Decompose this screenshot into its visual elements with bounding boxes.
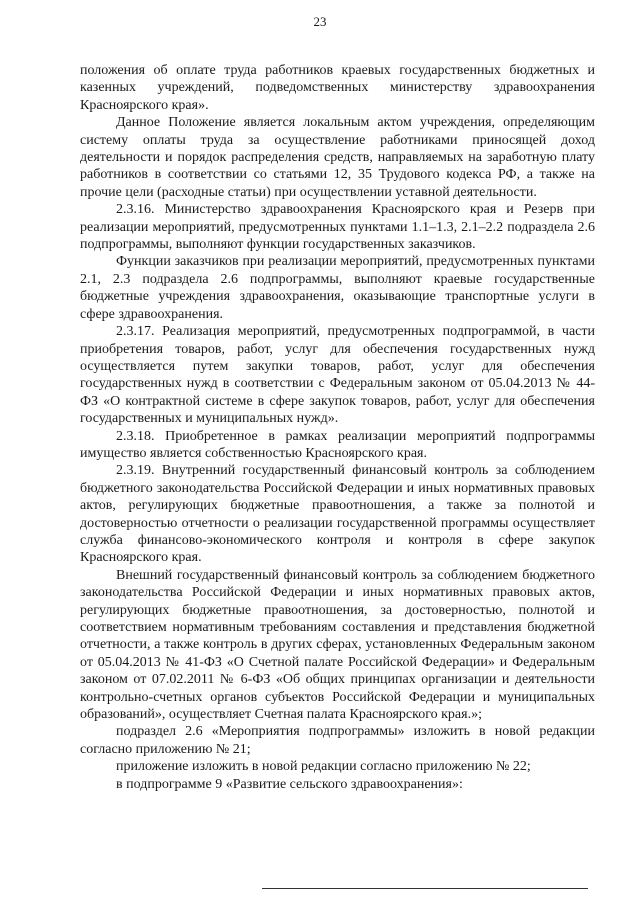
paragraph-2-3-19: 2.3.19. Внутренний государственный финансовый контроль за соблюдением бюджетного законодательства Российской Федерации и иных нормативных правовых актов, регулирующих бюджетные правоотношения, а также за полнотой и достоверностью отчетности о реализации государственной программы осуществляет служба финансово-экономического контроля и контроля в сфере закупок Красноярского края. xyxy=(80,463,595,566)
paragraph-local-act: Данное Положение является локальным актом учреждения, определяющим систему оплаты труда за осуществление работниками приносящей доход деятельности и порядок распределения средств, направляемых на заработную плату работников в соответствии со статьями 12, 35 Трудового кодекса РФ, а также на прочие цели (расходные статьи) при осуществлении уставной деятельности. xyxy=(80,115,595,200)
paragraph-external-control: Внешний государственный финансовый контроль за соблюдением бюджетного законодательства Российской Федерации и иных нормативных правовых актов, регулирующих бюджетные правоотношения, за достоверностью, полнотой и соответствием нормативным требованиям составления и представления бюджетной отчетности, а также контроль в других сферах, установленных Федеральным законом от 05.04.2013 № 41-ФЗ «О Счетной палате Российской Федерации» и Федеральным законом от 07.02.2011 № 6-ФЗ «Об общих принципах организации и деятельности контрольно-счетных органов субъектов Российской Федерации и муниципальных образований», осуществляет Счетная палата Красноярского края.»; xyxy=(80,567,595,723)
paragraph-2-3-18: 2.3.18. Приобретенное в рамках реализации мероприятий подпрограммы имущество является собственностью Красноярского края. xyxy=(80,428,595,461)
paragraph-2-3-16: 2.3.16. Министерство здравоохранения Красноярского края и Резерв при реализации мероприятий, предусмотренных пунктами 1.1–1.3, 2.1–2.2 подраздела 2.6 подпрограммы, выполняют функции государственных заказчиков. xyxy=(80,202,595,253)
bottom-divider xyxy=(262,888,588,889)
page-number: 23 xyxy=(313,14,327,29)
paragraph-subsection-2-6: подраздел 2.6 «Мероприятия подпрограммы» изложить в новой редакции согласно приложению № 21; xyxy=(80,724,595,757)
paragraph-subprogram-9: в подпрограмме 9 «Развитие сельского здравоохранения»: xyxy=(116,776,463,792)
paragraph-customer-functions: Функции заказчиков при реализации мероприятий, предусмотренных пунктами 2.1, 2.3 подраздела 2.6 подпрограммы, выполняют краевые государственные бюджетные учреждения здравоохранения, оказывающие транспортные услуги в сфере здравоохранения. xyxy=(80,254,595,322)
paragraph-2-3-17: 2.3.17. Реализация мероприятий, предусмотренных подпрограммой, в части приобретения товаров, работ, услуг для обеспечения государственных нужд осуществляется путем закупки товаров, работ, услуг для обеспечения государственных нужд в соответствии с Федеральным законом от 05.04.2013 № 44-ФЗ «О контрактной системе в сфере закупок товаров, работ, услуг для обеспечения государственных и муниципальных нужд». xyxy=(80,324,595,427)
paragraph-appendix: приложение изложить в новой редакции согласно приложению № 22; xyxy=(116,759,531,775)
paragraph-continuation: положения об оплате труда работников краевых государственных бюджетных и казенных учреждений, подведомственных министерству здравоохранения Красноярского края». xyxy=(80,63,595,113)
document-body xyxy=(80,62,595,793)
